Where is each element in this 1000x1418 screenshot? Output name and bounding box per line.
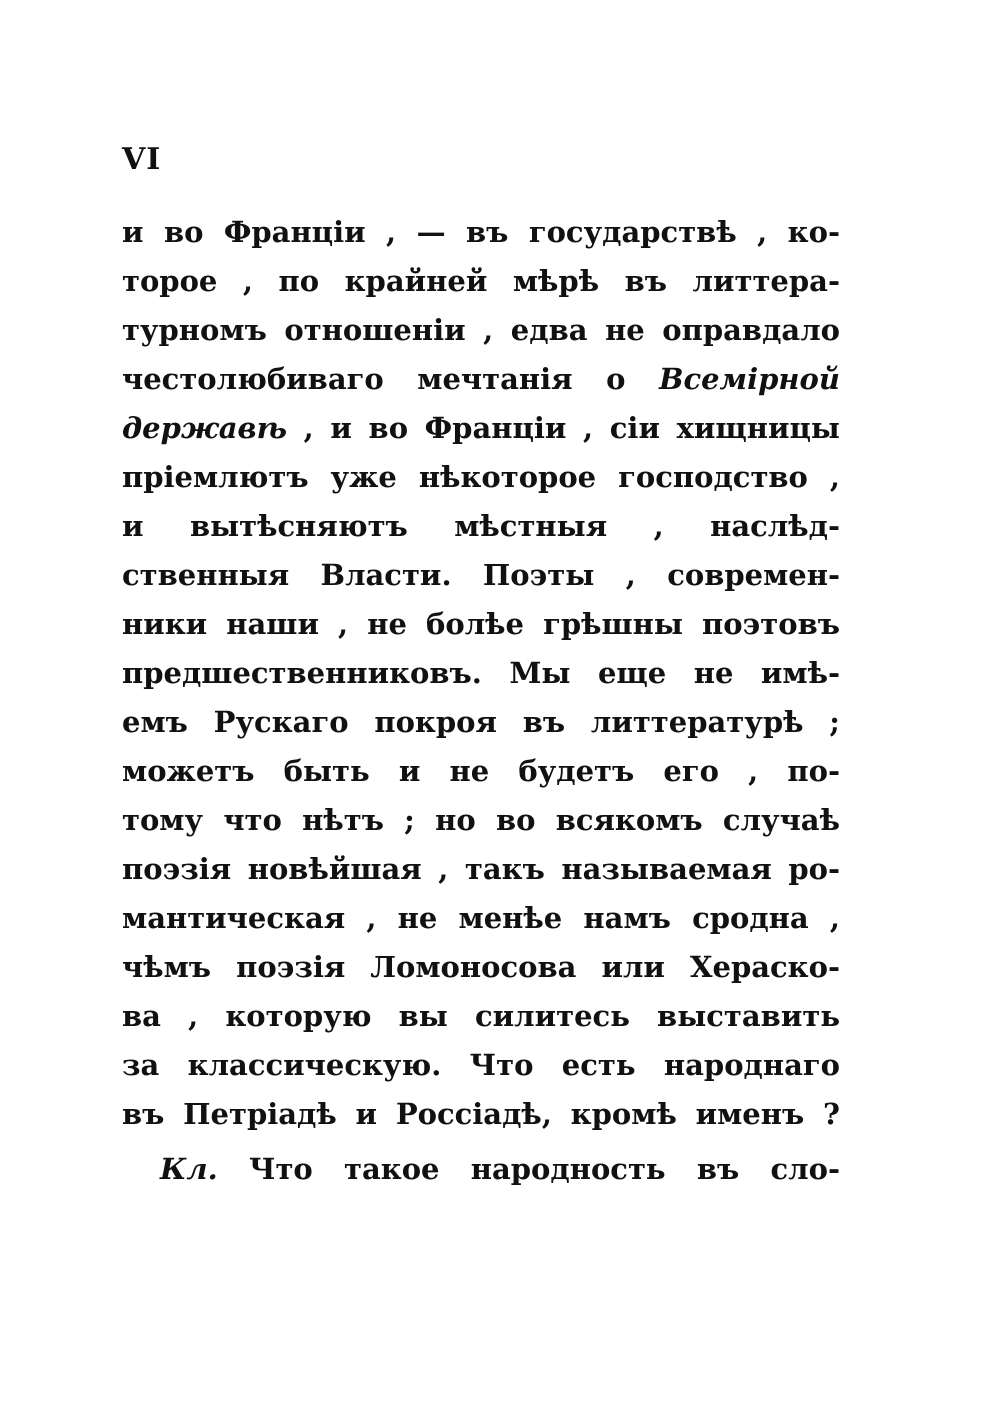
text-run: въ Петріадѣ и Россіадѣ, кромѣ именъ ?	[122, 1097, 840, 1131]
text-run: и во Франціи , — въ государствѣ , ко-	[122, 215, 840, 249]
text-run: ва , которую вы силитесь выставить	[122, 999, 840, 1033]
text-run: можетъ быть и не будетъ его , по-	[122, 754, 840, 788]
text-line	[122, 257, 840, 306]
text-run: тому что нѣтъ ; но во всякомъ случаѣ	[122, 803, 840, 837]
text-run: торое , по крайней мѣрѣ въ литтера-	[122, 264, 840, 298]
text-line	[122, 894, 840, 943]
text-line	[122, 502, 840, 551]
text-run: мантическая , не менѣе намъ сродна ,	[122, 901, 840, 935]
italic-run: Всемірной	[658, 362, 840, 396]
speaker-line	[122, 1145, 840, 1194]
text-line	[122, 747, 840, 796]
text-line	[122, 992, 840, 1041]
text-line	[122, 649, 840, 698]
text-line	[122, 600, 840, 649]
text-run: предшественниковъ. Мы еще не имѣ-	[122, 656, 840, 690]
body-text	[122, 208, 840, 1194]
text-line	[122, 208, 840, 257]
text-line	[122, 845, 840, 894]
text-run: честолюбиваго мечтанія о	[122, 362, 659, 396]
text-run: ники наши , не болѣе грѣшны поэтовъ	[122, 607, 840, 641]
text-run: , и во Франціи , сіи хищницы	[287, 411, 840, 445]
text-line	[122, 355, 840, 404]
text-line	[122, 698, 840, 747]
text-line	[122, 1090, 840, 1139]
text-run: ственныя Власти. Поэты , современ-	[122, 558, 840, 592]
text-run: турномъ отношеніи , едва не оправдало	[122, 313, 840, 347]
text-run: чѣмъ поэзія Ломоносова или Хераско-	[122, 950, 840, 984]
text-run: поэзія новѣйшая , такъ называемая ро-	[122, 852, 840, 886]
italic-run: державѣ	[122, 411, 288, 445]
text-line	[122, 796, 840, 845]
page-number: VI	[122, 142, 162, 177]
text-run: за классическую. Что есть народнаго	[122, 1048, 840, 1082]
text-line	[122, 306, 840, 355]
text-run: пріемлютъ уже нѣкоторое господство ,	[122, 460, 840, 494]
speaker-name: Кл.	[160, 1152, 218, 1186]
text-line	[122, 943, 840, 992]
text-run: емъ Рускаго покроя въ литтературѣ ;	[122, 705, 840, 739]
text-run: и вытѣсняютъ мѣстныя , наслѣд-	[122, 509, 840, 543]
text-run: Что такое народность въ сло-	[217, 1152, 840, 1186]
text-line	[122, 551, 840, 600]
text-line	[122, 1041, 840, 1090]
text-line	[122, 404, 840, 453]
text-line	[122, 453, 840, 502]
